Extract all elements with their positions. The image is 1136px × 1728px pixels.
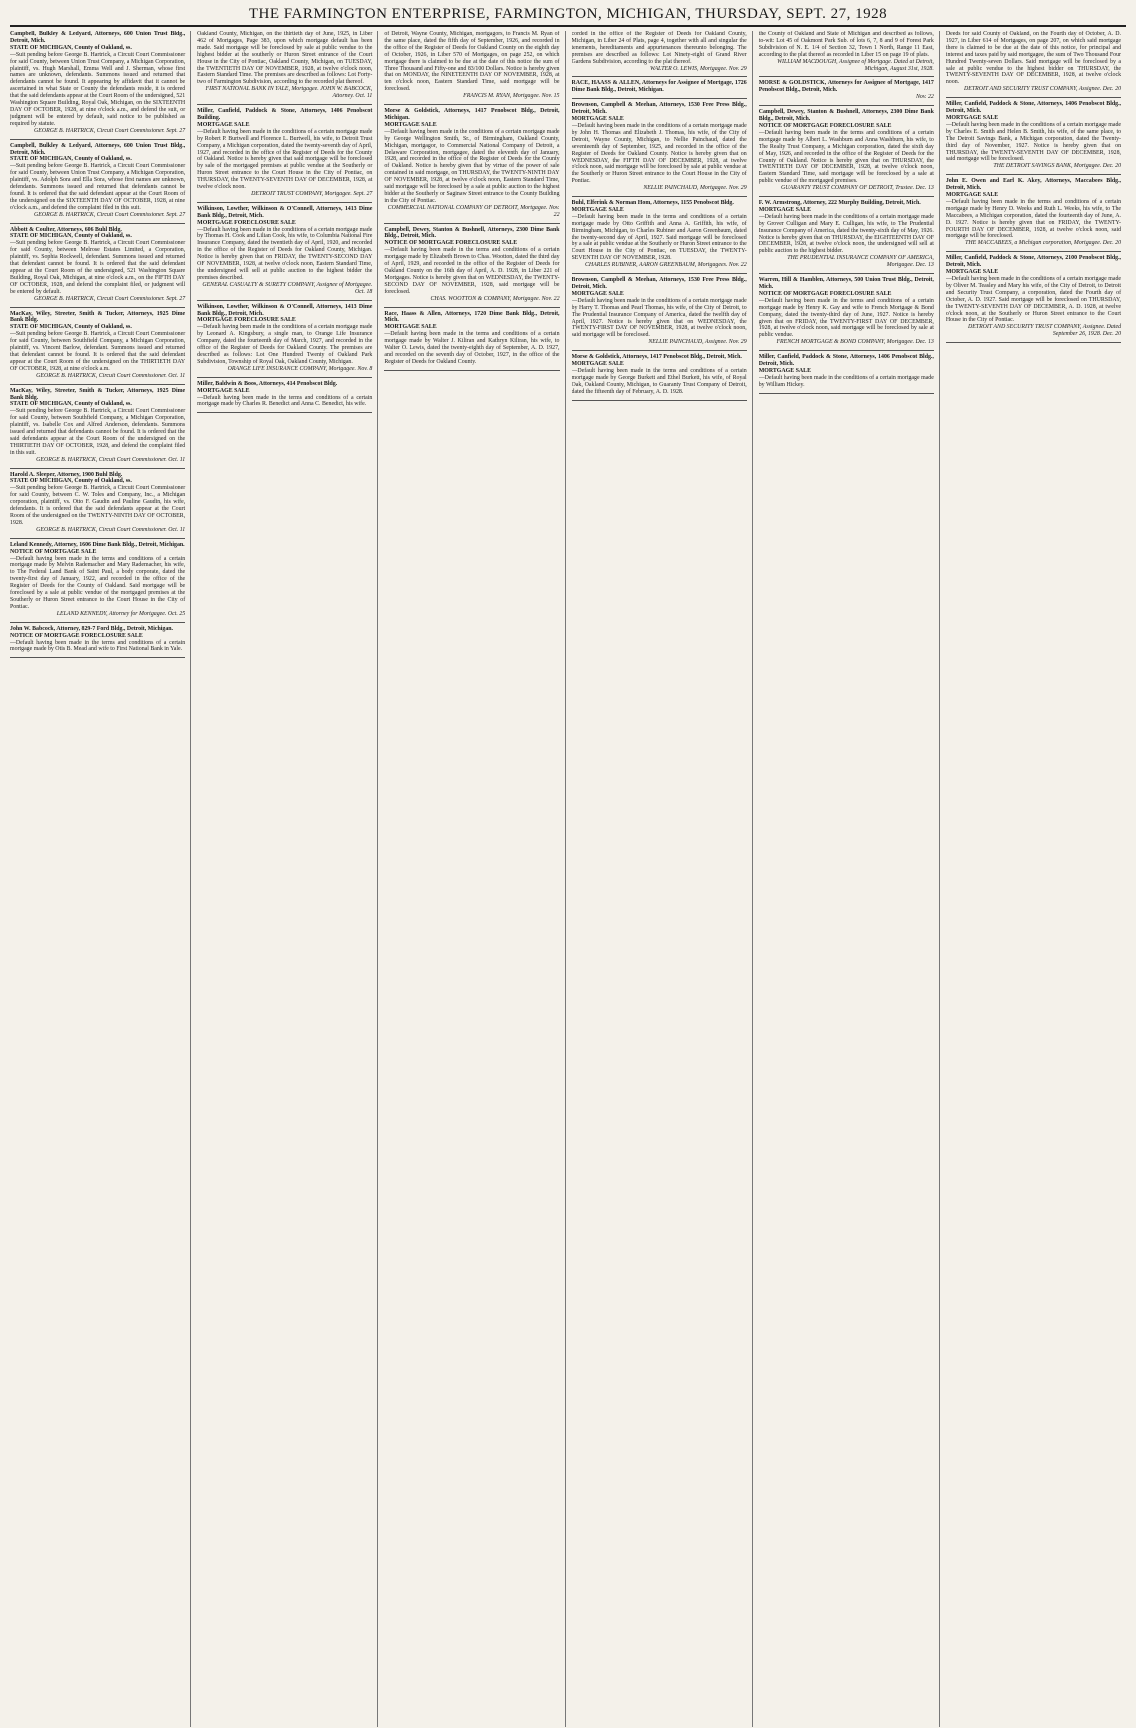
notice-divider [10, 538, 185, 539]
notice-title: NOTICE OF MORTGAGE FORECLOSURE SALE [758, 290, 892, 297]
legal-notice [759, 80, 934, 101]
notice-body: —Default having been made in the terms and conditions of a certain mortgage made by Otto Griffith and Anna A. Griffith, his wife, of Birmingham, Michigan, to Charles Rubiner and Aaron Greenbaum, dated the twenty-second day of April, 1927. Said mortgage will be foreclosed by a sale at public vendue at the Southerly or Huron Street entrance to the Court House in the City of Pontiac, on TUESDAY, the TWENTY-SEVENTH DAY OF NOVEMBER, 1928. [571, 213, 747, 262]
notice-signature: GUARANTY TRUST COMPANY OF DETROIT, Trustee. Dec. 13 [781, 185, 934, 192]
legal-notice [572, 277, 747, 346]
notice-title: MORTGAGE SALE [571, 290, 624, 297]
notice-body: of Detroit, Wayne County, Michigan, mortgagors, to Francis M. Ryan of the same place, dated the fifth day of September, 1926, and recorded in the office of the Register of Deeds for Oakland County on the eighth day of October, 1926, in Liber 570 of Mortgages, on page 252, on which mortgage there is claimed to be due at the date of this notice the sum of Three Thousand and Fifty-one and 83/100 Dollars. Notice is hereby given that on MONDAY, the NINETEENTH DAY OF NOVEMBER, 1928, at ten o'clock noon, Eastern Standard Time, said mortgage will be foreclosed. [384, 31, 560, 93]
notice-body: —Suit pending before George B. Hartrick, a Circuit Court Commissioner for said County, between Union Trust Company, a Michigan Corporation, plaintiff, vs. Hugh Marshall, Emma Well and J. Sherman, whose first names are unknown, defendants. Summons issued and returned that defendants cannot be found. It appearing by affidavit that it cannot be ascertained in what State or County the defendants reside, it is ordered that the said defendants appear at the Court Room of the undersigned, 521 Washington Square Building, Royal Oak, Michigan, on the SIXTEENTH DAY OF OCTOBER, 1928, at nine o'clock a.m., and defend the suit, or judgment will be entered by default, said notice to be published as required by statute. [10, 51, 186, 127]
notice-attorney-heading: RACE, HAASS & ALLEN, Attorneys for Assignee of Mortgage, 1726 Dime Bank Bldg., Detroit, Michigan. [571, 80, 747, 94]
notice-divider [572, 350, 747, 351]
legal-notice [384, 108, 559, 219]
notice-signature: ORANGE LIFE INSURANCE COMPANY, Mortgagee. Nov. 8 [227, 365, 373, 372]
notice-signature: COMMERCIAL NATIONAL COMPANY OF DETROIT, Mortgagee. Nov. 22 [387, 204, 560, 218]
notice-body: —Default having been made in the conditions of a certain mortgage made by Oliver M. Teasley and Mary his wife, of the City of Detroit, to Detroit and Security Trust Company, a corporation, dated the Fourth day of October, A. D. 1927. Said mortgage will be foreclosed on THURSDAY, the TWENTY-SEVENTH DAY OF DECEMBER, A. D. 1928, at twelve o'clock noon, at the Southerly or Huron Street entrance to the Court House in the City of Pontiac. [945, 276, 1122, 324]
legal-notice [759, 200, 934, 269]
notice-divider [10, 657, 185, 658]
legal-notice [197, 108, 372, 198]
notice-attorney-heading: Buhl, Elferink & Norman Hom, Attorneys, 1155 Penobscot Bldg. [571, 200, 734, 207]
column-1 [10, 31, 191, 1727]
notice-body: —Default having been made in the conditions of a certain mortgage made by William Hickey. [758, 374, 934, 388]
notice-attorney-heading: Morse & Goldstick, Attorneys, 1417 Penobscot Bldg., Detroit, Mich. [571, 354, 742, 361]
notice-title: NOTICE OF MORTGAGE FORECLOSURE SALE [758, 122, 892, 129]
notice-body: Deeds for said County of Oakland, on the Fourth day of October, A. D. 1927, in Liber 614 of Mortgages, on page 207, on which said mortgage there is claimed to be due at the date of this notice, for principal and interest and taxes paid by said mortgagee, the sum of Two Thousand Four Hundred Twenty-seven Dollars. Said mortgage will be foreclosed by a sale at public vendue to the highest bidder on THURSDAY, the TWENTY-SEVENTH DAY OF DECEMBER, 1928, at twelve o'clock noon. [945, 31, 1122, 86]
column-3 [384, 31, 565, 1727]
notice-body: —Suit pending before George B. Hartrick, a Circuit Court Commissioner for said County, between Melrose Estates Limited, a Corporation, plaintiff, vs. Sophia Rockwell, defendant. Summons issued and returned that defendant cannot be found. It is ordered that the said defendant appear at the Court Room of the undersigned, 521 Washington Square Building, Royal Oak, Michigan, at nine o'clock a.m., on the FIFTH DAY OF OCTOBER, 1928, and defend the complaint filed, or judgment will be entered by default. [10, 240, 186, 295]
legal-notice [759, 109, 934, 192]
notice-body: —Default having been made in the conditions of a certain mortgage made by Thomas H. Cook and Lilian Cook, his wife, to Columbia National Fire Insurance Company, dated the twentieth day of April, 1920, and recorded in the office of the Register of Deeds for Oakland County, Michigan. Notice is hereby given that on FRIDAY, the TWENTY-SECOND DAY OF NOVEMBER, 1928, at twelve o'clock noon, Eastern Standard Time, the undersigned will sell at public auction to the highest bidder the premises described. [197, 226, 373, 281]
legal-notice [10, 472, 185, 534]
notice-divider [197, 377, 372, 378]
notice-attorney-heading: Miller, Canfield, Paddock & Stone, Attorneys, 1406 Penobscot Bldg., Detroit, Mich. [945, 101, 1122, 115]
notice-body: —Default having been made in the terms and conditions of a certain mortgage made by Elizabeth Brown to Chas. Wootton, dated the third day of April, 1929, and recorded in the office of the Register of Deeds for Oakland County on the 16th day of April, A. D. 1928, in Liber 221 of Mortgages. Notice is hereby given that on WEDNESDAY, the TWENTY-SECOND DAY OF NOVEMBER, 1928, said mortgage will be foreclosed. [384, 247, 560, 295]
notice-divider [572, 400, 747, 401]
notice-divider [572, 98, 747, 99]
notice-divider [197, 202, 372, 203]
notice-body: —Default having been made in the conditions of a certain mortgage made by Grover Culligan and Mary E. Culligan, his wife, to The Prudential Insurance Company of America, dated the twenty-sixth day of May, 1926. Notice is hereby given that on THURSDAY, the EIGHTEENTH DAY OF DECEMBER, 1928, at twelve o'clock noon, the undersigned will sell at public auction to the highest bidder. [758, 213, 934, 255]
legal-notice [572, 354, 747, 395]
notice-attorney-heading: F. W. Armstrong, Attorney, 222 Murphy Building, Detroit, Mich. [758, 200, 921, 207]
notice-divider [10, 468, 185, 469]
notice-divider [384, 370, 559, 371]
notice-title: MORTGAGE SALE [571, 206, 624, 213]
notice-title: STATE OF MICHIGAN, County of Oakland, ss. [10, 233, 132, 240]
notice-title: MORTGAGE SALE [571, 116, 624, 123]
legal-notice [197, 304, 372, 373]
column-4 [572, 31, 753, 1727]
notice-body: —Default having been made in the conditions of a certain mortgage made by George Wellington Smith, Sr., of Birmingham, Oakland County, Michigan, mortgagor, to Commercial National Company of Detroit, a Delaware Corporation, mortgagee, dated the eleventh day of January, 1928, and recorded in the office of the Register of Deeds for the County of Oakland. Notice is hereby given that by virtue of the power of sale contained in said mortgage, on THURSDAY, the TWENTY-NINTH DAY OF NOVEMBER, 1928, at twelve o'clock noon, Eastern Standard Time, said mortgage will be foreclosed by a sale at public auction to the highest bidder at the Southerly or Saginaw Street entrance to the County Building in the City of Pontiac. [384, 128, 560, 204]
notice-signature: FIRST NATIONAL BANK IN YALE, Mortgagee. JOHN W. BABCOCK, Attorney. Oct. 11 [205, 86, 373, 100]
notice-body: —Default having been made in the terms and conditions of a certain mortgage made by Charles R. Benedict and Anna C. Benedict, his wife. [197, 394, 373, 408]
notice-signature: GENERAL CASUALTY & SURETY COMPANY, Assignee of Mortgagee. Oct. 18 [202, 281, 373, 295]
notice-attorney-heading: Leland Kennedy, Attorney, 1606 Dime Bank Bldg., Detroit, Michigan. [10, 541, 185, 548]
notice-body: —Default having been made in the conditions of a certain mortgage made by John H. Thomas and Elizabeth J. Thomas, his wife, of the City of Detroit, Wayne County, Michigan, to Nellie Painchaud, dated the seventeenth day of September, 1925, and recorded in the office of the Register of Deeds for Oakland County. Notice is hereby given that on WEDNESDAY, the FIFTH DAY OF DECEMBER, 1928, at twelve o'clock noon, said mortgage will be foreclosed by sale at public vendue at the Southerly or Huron Street entrance to the Court House in the City of Pontiac. [571, 122, 747, 185]
legal-notice [572, 80, 747, 94]
notice-title: MORTGAGE SALE [758, 206, 812, 213]
notice-body: —Default having been made in the terms and conditions of a certain mortgage made by Otis B. Mead and wife to First National Bank in Yale. [10, 639, 186, 653]
legal-notice [384, 311, 559, 366]
notice-divider [946, 97, 1121, 98]
legal-notice [10, 143, 185, 219]
notice-title: MORTGAGE SALE [384, 324, 437, 331]
notice-title: STATE OF MICHIGAN, County of Oakland, ss. [10, 478, 132, 485]
notice-divider [10, 384, 185, 385]
notice-attorney-heading: Miller, Canfield, Paddock & Stone, Attorneys, 1406 Penobscot Bldg., Detroit, Mich. [758, 354, 934, 368]
notice-title: STATE OF MICHIGAN, County of Oakland, ss. [10, 156, 132, 163]
notice-body: —Default having been made in the terms and conditions of a certain mortgage made by Henry K. Gay and wife to French Mortgage & Bond Company, dated the twenty-third day of June, 1927. Notice is hereby given that on FRIDAY, the TWENTY-FIRST DAY OF DECEMBER, 1928, at twelve o'clock noon, said mortgage will be foreclosed by sale at public vendue. [758, 297, 934, 339]
notice-signature: GEORGE B. HARTRICK, Circuit Court Commissioner. Oct. 11 [36, 526, 186, 533]
notice-attorney-heading: Campbell, Bulkley & Ledyard, Attorneys, 600 Union Trust Bldg., Detroit, Mich. [10, 31, 186, 44]
notice-body: —Default having been made in the conditions of a certain mortgage made by Leonard A. Kingsbury, a single man, to Orange Life Insurance Company, dated the fourteenth day of March, 1927, and recorded in the office of the Register of Deeds for Oakland County. The premises are described as follows: Lot One Hundred Twenty of Oakland Park Subdivision, Township of Royal Oak, Oakland County, Michigan. [197, 324, 373, 365]
notice-attorney-heading: Wilkinson, Lowther, Wilkinson & O'Connell, Attorneys, 1413 Dime Bank Bldg., Detroit, Mich. [197, 205, 373, 219]
notice-divider [759, 105, 934, 106]
notice-signature: WILLIAM MACDOUGH, Assignee of Mortgage. Dated at Detroit, Michigan, August 31st, 1928. [777, 58, 934, 72]
legal-notice [10, 227, 185, 303]
notice-title: STATE OF MICHIGAN, County of Oakland, ss. [10, 44, 132, 51]
notice-title: MORTGAGE SALE [945, 114, 999, 121]
notice-title: STATE OF MICHIGAN, County of Oakland, ss. [10, 401, 132, 408]
legal-notice [10, 311, 185, 380]
notice-attorney-heading: Campbell, Bulkley & Ledyard, Attorneys, 600 Union Trust Bldg., Detroit, Mich. [10, 142, 186, 156]
notice-divider [10, 223, 185, 224]
notice-signature: CHARLES RUBINER, AARON GREENBAUM, Mortgagees. Nov. 22 [584, 262, 747, 269]
notice-title: STATE OF MICHIGAN, County of Oakland, ss. [10, 324, 132, 331]
notice-signature: GEORGE B. HARTRICK, Circuit Court Commissioner. Sept. 27 [34, 211, 186, 218]
notice-title: MORTGAGE SALE [945, 269, 999, 276]
notice-attorney-heading: Morse & Goldstick, Attorneys, 1417 Penobscot Bldg., Detroit, Michigan. [384, 108, 560, 121]
notice-title: MORTGAGE SALE [384, 121, 437, 128]
notice-attorney-heading: John W. Babcock, Attorney, 829-7 Ford Bldg., Detroit, Michigan. [10, 625, 174, 632]
notice-attorney-heading: MacKay, Wiley, Streeter, Smith & Tucker, Attorneys, 1925 Dime Bank Bldg. [10, 310, 186, 324]
notice-body: —Default having been made in the terms and conditions of a certain mortgage made by Melvin Rademacher and Mary Rademacher, his wife, to The Federal Land Bank of Saint Paul, a body corporate, dated the twenty-first day of January, 1922, and recorded in the office of the Register of Deeds for the County of Oakland. Said mortgage will be foreclosed by a sale at public vendue of the mortgaged premises at the Southerly or Huron Street entrance to the Court House in the City of Pontiac. [10, 555, 186, 610]
notice-attorney-heading: Brownson, Campbell & Meehan, Attorneys, 1530 Free Press Bldg., Detroit, Mich. [571, 277, 747, 290]
notice-divider [10, 307, 185, 308]
notice-attorney-heading: MORSE & GOLDSTICK, Attorneys for Assignee of Mortgage, 1417 Penobscot Bldg., Detroit, Mich. [758, 80, 934, 94]
notice-signature: Nov. 22 [915, 94, 934, 101]
notice-title: MORTGAGE SALE [945, 192, 999, 199]
notice-attorney-heading: MacKay, Wiley, Streeter, Smith & Tucker, Attorneys, 1925 Dime Bank Bldg. [10, 387, 186, 401]
notice-divider [197, 104, 372, 105]
notice-body: —Default having been made in the conditions of a certain mortgage made by Robert P. Burtwell and Florence L. Burtwell, his wife, to Detroit Trust Company, a Michigan corporation, dated the twenty-seventh day of April, 1927, and recorded in the office of the Register of Deeds for the County of Oakland. Notice is hereby given that said mortgage will be foreclosed by sale of the mortgaged premises at public vendue at the Southerly or Huron Street entrance to the Court House in the City of Pontiac, on THURSDAY, the TWENTY-SEVENTH DAY OF DECEMBER, 1928, at twelve o'clock noon. [197, 128, 373, 191]
notice-body: —Default having been made in the terms and conditions of a certain mortgage made by Henry D. Weeks and Ruth L. Weeks, his wife, to The Maccabees, a Michigan corporation, dated the fourteenth day of June, A. D. 1927. Notice is hereby given that on FRIDAY, the TWENTY-FOURTH DAY OF DECEMBER, 1928, at twelve o'clock noon, said mortgage will be foreclosed. [945, 198, 1122, 240]
notice-divider [759, 196, 934, 197]
legal-notice [946, 178, 1121, 247]
notice-attorney-heading: Miller, Canfield, Paddock & Stone, Attorneys, 1406 Penobscot Building. [197, 108, 373, 121]
notice-divider [197, 300, 372, 301]
column-2 [197, 31, 378, 1727]
notice-signature: CHAS. WOOTTON & COMPANY, Mortgagee. Nov. 22 [430, 295, 560, 302]
notice-body: Oakland County, Michigan, on the thirtieth day of June, 1925, in Liber 462 of Mortgages, Page 383, upon which mortgage default has been made. Said mortgage will be foreclosed by sale at public vendue to the highest bidder at the southerly or Huron Street entrance of the Court House in the City of Pontiac, Oakland County, Michigan, on TUESDAY, the TWENTIETH DAY OF NOVEMBER, 1928, at twelve o'clock noon, Eastern Standard Time. The premises are described as follows: Lot Forty-two of Farmington Subdivision, according to the recorded plat thereof. [197, 31, 373, 86]
notice-body: —Default having been made in the terms and conditions of a certain mortgage made by George Burkett and Ethel Burkett, his wife, of Royal Oak, Oakland County, Michigan, to Guaranty Trust Company of Detroit, dated the fifteenth day of February, A. D. 1928. [571, 367, 747, 395]
notice-divider [197, 412, 372, 413]
column-6 [946, 31, 1126, 1727]
notice-signature: THE PRUDENTIAL INSURANCE COMPANY OF AMERICA, Mortgagee. Dec. 13 [787, 255, 934, 269]
notice-body: —Default having been made in the terms and conditions of a certain mortgage made by Walter J. Kiliran and Kathryn Kiliran, his wife, to Walter O. Lewis, dated the twenty-eighth day of September, A. D. 1927, and recorded on the seventh day of October, 1927, in the office of the Register of Deeds for Oakland County. [384, 331, 560, 365]
notice-attorney-heading: Race, Haass & Allen, Attorneys, 1720 Dime Bank Bldg., Detroit, Mich. [384, 310, 560, 324]
notice-attorney-heading: Campbell, Dewey, Stanton & Bushnell, Attorneys, 2300 Dime Bank Bldg., Detroit, Mich. [384, 226, 560, 240]
legal-notice [759, 277, 934, 346]
legal-notice [572, 200, 747, 269]
column-5 [759, 31, 940, 1727]
legal-notices-columns [10, 31, 1126, 1727]
notice-signature: WALTER O. LEWIS, Mortgagee. Nov. 29 [649, 65, 747, 72]
notice-title: MORTGAGE SALE [197, 121, 250, 128]
legal-notice [759, 354, 934, 389]
notice-body: —Default having been made in the conditions of a certain mortgage made by Charles E. Smith and Helen B. Smith, his wife, of the same place, to The Detroit Savings Bank, a Michigan corporation, dated the Twenty-third day of November, 1927. Notice is hereby given that on THURSDAY, the TWENTY-SEVENTH DAY OF DECEMBER, 1928, said mortgage will be foreclosed. [945, 121, 1122, 163]
legal-notice [946, 255, 1121, 338]
notice-divider [384, 104, 559, 105]
notice-divider [946, 174, 1121, 175]
notice-body: —Default having been made in the conditions of a certain mortgage made by Harry T. Thomas and Pearl Thomas, his wife, of the City of Detroit, to The Prudential Insurance Company of America, dated the twelfth day of April, 1927. Notice is hereby given that on WEDNESDAY, the TWENTY-FIRST DAY OF NOVEMBER, 1928, at twelve o'clock noon, said mortgage will be foreclosed. [571, 297, 747, 339]
legal-notice [10, 626, 185, 654]
notice-divider [759, 76, 934, 77]
notice-attorney-heading: Abbott & Coulter, Attorneys, 606 Buhl Bldg. [10, 226, 122, 233]
notice-divider [384, 307, 559, 308]
notice-attorney-heading: Harold A. Sleeper, Attorney, 1900 Buhl Bldg. [10, 471, 123, 478]
notice-title: MORTGAGE SALE [758, 367, 812, 374]
notice-attorney-heading: Miller, Canfield, Paddock & Stone, Attorneys, 2100 Penobscot Bldg., Detroit, Mich. [945, 255, 1122, 269]
notice-attorney-heading: Warren, Hill & Hamblen, Attorneys, 500 Union Trust Bldg., Detroit, Mich. [758, 277, 934, 290]
notice-attorney-heading: Miller, Baldwin & Boos, Attorneys, 414 Penobscot Bldg. [197, 380, 338, 387]
notice-divider [10, 139, 185, 140]
notice-divider [759, 350, 934, 351]
notice-divider [384, 223, 559, 224]
notice-title: NOTICE OF MORTGAGE FORECLOSURE SALE [384, 240, 518, 247]
notice-body: —Suit pending before George B. Hartrick, a Circuit Court Commissioner for said County, between C. W. Toles and Company, Inc., a Michigan corporation, plaintiff, vs. Otto F. Gaudin and Pauline Gaudin, his wife, defendants. It is ordered that the said defendants appear at the Court Room of the undersigned on the TWENTY-NINTH DAY OF OCTOBER, 1928. [10, 485, 186, 526]
legal-notice [197, 31, 372, 100]
notice-attorney-heading: Brownson, Campbell & Meehan, Attorneys, 1530 Free Press Bldg., Detroit, Mich. [571, 102, 747, 116]
notice-divider [946, 251, 1121, 252]
notice-divider [759, 273, 934, 274]
notice-title: MORTGAGE FORECLOSURE SALE [197, 317, 296, 324]
legal-notice [572, 31, 747, 72]
legal-notice [572, 102, 747, 192]
legal-notice [197, 206, 372, 296]
notice-signature: FRANCIS M. RYAN, Mortgagee. Nov. 15 [463, 93, 560, 100]
notice-divider [572, 76, 747, 77]
notice-signature: DETROIT AND SECURITY TRUST COMPANY, Assignee. Dec. 20 [964, 86, 1122, 93]
notice-attorney-heading: Campbell, Dewey, Stanton & Bushnell, Attorneys, 2300 Dime Bank Bldg., Detroit, Mich. [758, 109, 934, 123]
legal-notice [946, 101, 1121, 170]
notice-title: NOTICE OF MORTGAGE FORECLOSURE SALE [10, 632, 143, 639]
notice-divider [572, 196, 747, 197]
legal-notice [384, 227, 559, 303]
legal-notice [10, 388, 185, 464]
notice-divider [946, 342, 1121, 343]
notice-signature: DETROIT TRUST COMPANY, Mortgagee. Sept. 27 [251, 190, 373, 197]
notice-body: —Suit pending before George B. Hartrick, a Circuit Court Commissioner for said County, between Southfield Company, a Michigan Corporation, plaintiff, vs. Vincent Barlow, defendant. Summons issued and returned that defendant cannot be found. It is ordered that the said defendant appear at the Court Room of the undersigned on the THIRTIETH DAY OF OCTOBER, 1928, at nine o'clock a.m. [10, 331, 186, 372]
legal-notice [197, 381, 372, 409]
notice-divider [759, 393, 934, 394]
notice-title: MORTGAGE FORECLOSURE SALE [197, 219, 296, 226]
notice-signature: FRENCH MORTGAGE & BOND COMPANY, Mortgagee. Dec. 13 [776, 339, 934, 346]
notice-signature: DETROIT AND SECURITY TRUST COMPANY, Assignee. Dated September 26, 1928. Dec. 20 [967, 324, 1122, 338]
notice-signature: THE MACCABEES, a Michigan corporation, Mortgagee. Dec. 20 [965, 240, 1122, 247]
notice-attorney-heading: Wilkinson, Lowther, Wilkinson & O'Connell, Attorneys, 1413 Dime Bank Bldg., Detroit, Mich. [197, 303, 373, 317]
legal-notice [759, 31, 934, 72]
notice-divider [10, 622, 185, 623]
notice-signature: LELAND KENNEDY, Attorney for Mortgagee. Oct. 25 [56, 610, 186, 617]
notice-body: —Suit pending before George B. Hartrick, a Circuit Court Commissioner for said County, between Southfield Company, a Michigan Corporation, plaintiff, vs. Isabelle Cox and Alfred Anderson, defendants. Summons issued and returned that defendants cannot be found. It is ordered that the said defendants appear at the Court Room of the undersigned on the THIRTIETH DAY OF OCTOBER, 1928, and defend the complaint filed in this suit. [10, 408, 186, 456]
notice-title: MORTGAGE SALE [197, 387, 250, 394]
notice-signature: GEORGE B. HARTRICK, Circuit Court Commissioner. Oct. 11 [36, 456, 186, 463]
masthead: THE FARMINGTON ENTERPRISE, FARMINGTON, MICHIGAN, THURSDAY, SEPT. 27, 1928 [10, 6, 1126, 27]
notice-signature: THE DETROIT SAVINGS BANK, Mortgagee. Dec. 20 [993, 163, 1122, 170]
notice-body: —Default having been made in the terms and conditions of a certain mortgage made by Albert L. Washburn and Anna Washburn, his wife, to The Realty Trust Company, a Michigan corporation, dated the sixth day of May, 1926, and recorded in the office of the Register of Deeds for the County of Oakland. Notice is hereby given that on THURSDAY, the TWENTIETH DAY OF DECEMBER, 1928, at twelve o'clock noon, Eastern Standard Time, said mortgage will be foreclosed by a sale at public vendue of the mortgaged premises. [758, 129, 934, 185]
notice-signature: GEORGE B. HARTRICK, Circuit Court Commissioner. Sept. 27 [34, 127, 186, 134]
notice-title: MORTGAGE SALE [571, 361, 624, 368]
notice-attorney-heading: John E. Owen and Earl K. Akey, Attorneys, Maccabees Bldg., Detroit, Mich. [945, 178, 1122, 192]
notice-body: the County of Oakland and State of Michigan and described as follows, to-wit: Lot 45 of Oakmont Park Sub. of lots 6, 7, 8 and 9 of Forest Park Subdivision of N. E. 1/4 of Section 32, Town 1 North, Range 11 East, according to the plat thereof as recorded in Liber 15 on page 19 of plats. [758, 31, 934, 58]
notice-divider [572, 273, 747, 274]
legal-notice [384, 31, 559, 100]
notice-title: NOTICE OF MORTGAGE SALE [10, 548, 97, 555]
notice-signature: NELLIE PAINCHAUD, Assignee. Nov. 29 [648, 339, 747, 346]
legal-notice [946, 31, 1121, 93]
legal-notice [10, 31, 185, 135]
notice-signature: GEORGE B. HARTRICK, Circuit Court Commissioner. Oct. 11 [36, 372, 186, 379]
notice-signature: NELLIE PAINCHAUD, Mortgagee. Nov. 29 [643, 185, 747, 192]
notice-body: corded in the office of the Register of Deeds for Oakland County, Michigan, in Liber 24 of Plats, page 4, together with all and singular the tenements, hereditaments and appurtenances thereunto belonging. The premises are described as follows: Lot Ninety-eight of Grand River Gardens Subdivision, according to the plat thereof. [571, 31, 747, 65]
notice-body: —Suit pending before George B. Hartrick, a Circuit Court Commissioner for said County, between Union Trust Company, a Michigan Corporation, plaintiff, vs. Adolph Sora and Ella Sora, whose first names are unknown, defendants. Summons issued and returned that defendants cannot be found. It is ordered that the said defendant appear at the Court Room of the undersigned on the SIXTEENTH DAY OF OCTOBER, 1928, at nine o'clock a.m., and defend the complaint filed in this suit. [10, 163, 186, 211]
notice-signature: GEORGE B. HARTRICK, Circuit Court Commissioner. Sept. 27 [34, 295, 186, 302]
legal-notice [10, 542, 185, 618]
